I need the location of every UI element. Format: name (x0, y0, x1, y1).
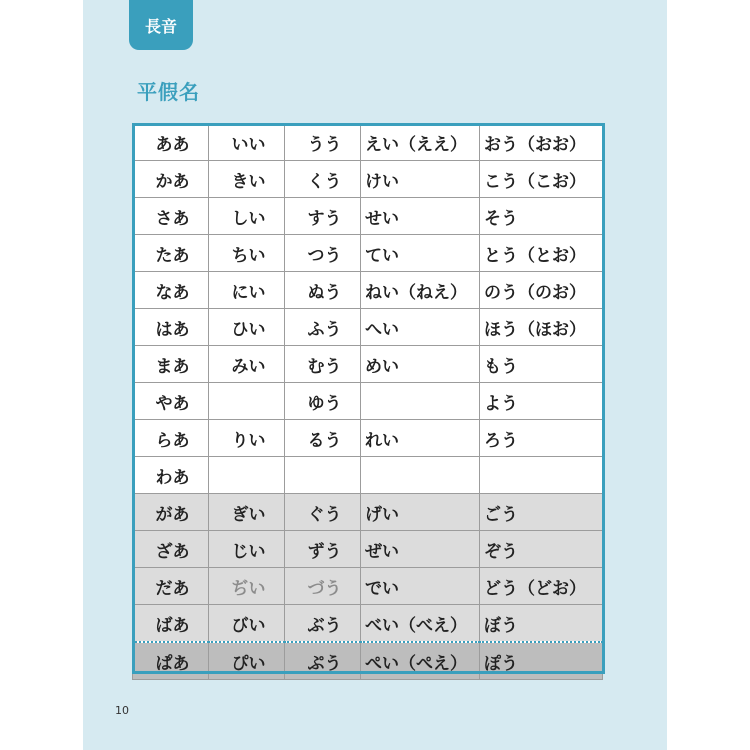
table-cell (361, 383, 480, 420)
section-tab-label: 長音 (144, 16, 177, 36)
kana-table (132, 123, 603, 680)
table-cell: ぺい（ぺえ） (361, 642, 480, 680)
page (83, 0, 667, 750)
table-row (133, 420, 603, 457)
table-cell: ぬう (285, 272, 361, 309)
table-row (133, 642, 603, 680)
table-cell: ぐう (285, 494, 361, 531)
table-cell: こう（こお） (480, 161, 603, 198)
table-cell: けい (361, 161, 480, 198)
table-row (133, 309, 603, 346)
table-cell: にい (209, 272, 285, 309)
table-cell: ざあ (133, 531, 209, 568)
table-cell: てい (361, 235, 480, 272)
table-cell: さあ (133, 198, 209, 235)
table-cell: しい (209, 198, 285, 235)
table-cell: つう (285, 235, 361, 272)
table-cell: れい (361, 420, 480, 457)
table-row (133, 568, 603, 605)
table-cell: ねい（ねえ） (361, 272, 480, 309)
table-cell: でい (361, 568, 480, 605)
table-cell (209, 457, 285, 494)
table-cell: ああ (133, 124, 209, 161)
page-heading: 平假名 (137, 80, 200, 104)
table-cell: えい（ええ） (361, 124, 480, 161)
table-cell: まあ (133, 346, 209, 383)
table-cell: もう (480, 346, 603, 383)
table-cell: げい (361, 494, 480, 531)
table-cell: いい (209, 124, 285, 161)
table-cell: づう (285, 568, 361, 605)
table-cell: むう (285, 346, 361, 383)
table-row (133, 383, 603, 420)
kana-table-body (133, 124, 603, 680)
table-cell: ぢい (209, 568, 285, 605)
table-cell: うう (285, 124, 361, 161)
table-cell: ちい (209, 235, 285, 272)
table-cell: くう (285, 161, 361, 198)
table-cell: のう（のお） (480, 272, 603, 309)
table-cell: なあ (133, 272, 209, 309)
table-cell: らあ (133, 420, 209, 457)
table-row (133, 531, 603, 568)
table-cell: ほう（ほお） (480, 309, 603, 346)
table-cell: ずう (285, 531, 361, 568)
table-cell: とう（とお） (480, 235, 603, 272)
table-row (133, 605, 603, 643)
page-number: 10 (115, 704, 129, 717)
table-cell: べい（べえ） (361, 605, 480, 643)
table-cell: ぼう (480, 605, 603, 643)
table-cell: ふう (285, 309, 361, 346)
table-cell: ゆう (285, 383, 361, 420)
table-row (133, 346, 603, 383)
table-cell: はあ (133, 309, 209, 346)
table-cell: やあ (133, 383, 209, 420)
table-cell: じい (209, 531, 285, 568)
table-cell: よう (480, 383, 603, 420)
table-cell: すう (285, 198, 361, 235)
table-row (133, 457, 603, 494)
table-cell: ぜい (361, 531, 480, 568)
table-cell: せい (361, 198, 480, 235)
table-cell: へい (361, 309, 480, 346)
table-cell: ぶう (285, 605, 361, 643)
table-cell: ぽう (480, 642, 603, 680)
table-cell (480, 457, 603, 494)
table-cell: みい (209, 346, 285, 383)
section-tab (129, 0, 193, 50)
table-cell: だあ (133, 568, 209, 605)
table-cell: かあ (133, 161, 209, 198)
table-row (133, 235, 603, 272)
table-cell: おう（おお） (480, 124, 603, 161)
table-cell: るう (285, 420, 361, 457)
table-cell: そう (480, 198, 603, 235)
table-row (133, 198, 603, 235)
table-cell: があ (133, 494, 209, 531)
table-cell: めい (361, 346, 480, 383)
table-cell (285, 457, 361, 494)
table-cell: ろう (480, 420, 603, 457)
table-cell: ぞう (480, 531, 603, 568)
table-row (133, 161, 603, 198)
table-cell: ぴい (209, 642, 285, 680)
table-cell: どう（どお） (480, 568, 603, 605)
table-cell: たあ (133, 235, 209, 272)
table-cell: ぎい (209, 494, 285, 531)
table-cell: わあ (133, 457, 209, 494)
table-cell (209, 383, 285, 420)
table-cell: ぱあ (133, 642, 209, 680)
table-cell: びい (209, 605, 285, 643)
table-row (133, 272, 603, 309)
table-cell: ぷう (285, 642, 361, 680)
table-cell: きい (209, 161, 285, 198)
table-row (133, 124, 603, 161)
table-cell: ごう (480, 494, 603, 531)
table-cell (361, 457, 480, 494)
table-row (133, 494, 603, 531)
table-cell: りい (209, 420, 285, 457)
table-cell: ひい (209, 309, 285, 346)
table-cell: ばあ (133, 605, 209, 643)
